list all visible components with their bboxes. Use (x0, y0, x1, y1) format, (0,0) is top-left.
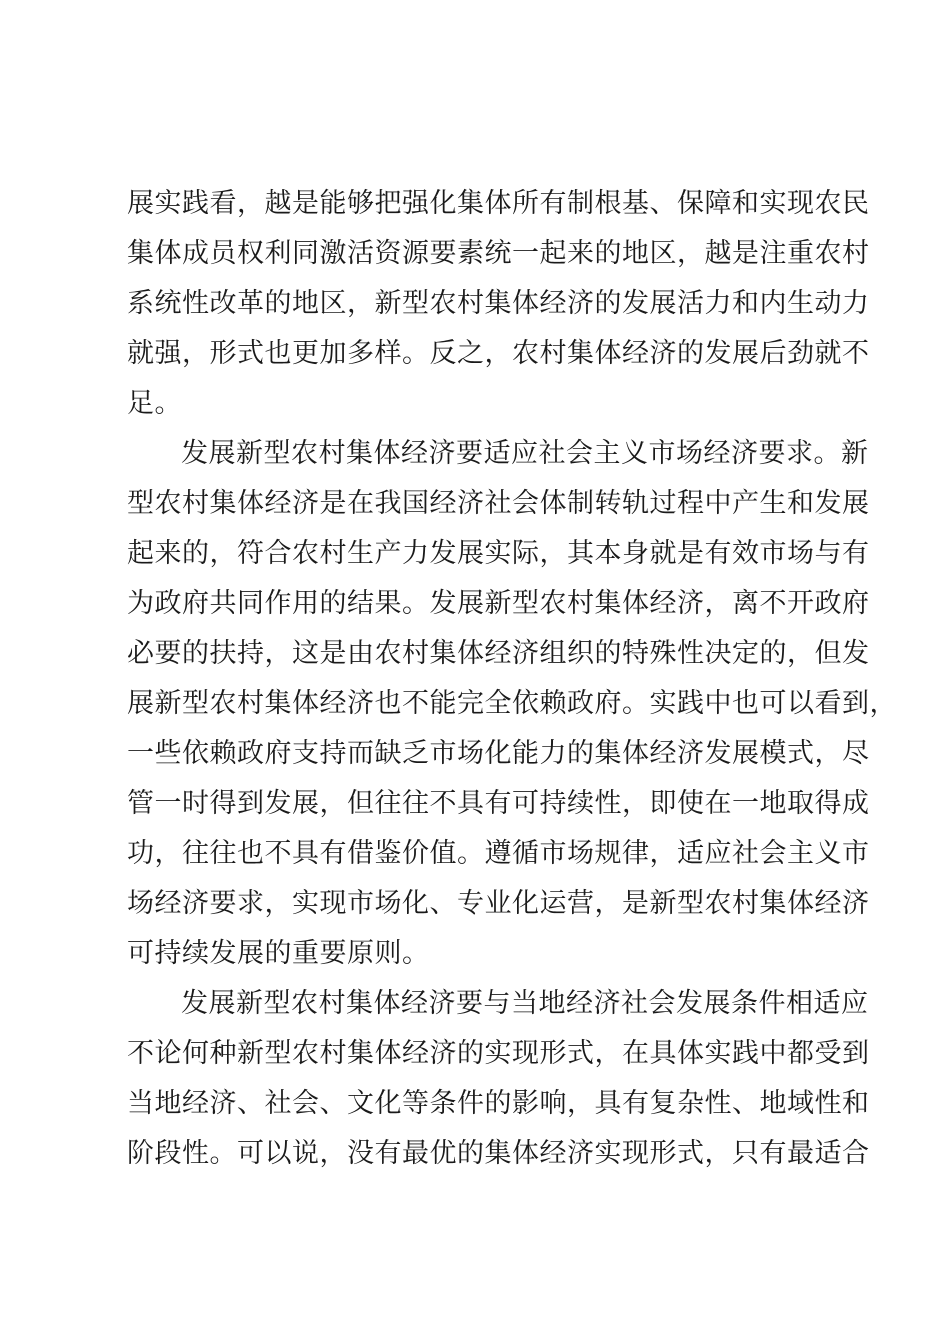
paragraph-2-line-3: 起来的，符合农村生产力发展实际，其本身就是有效市场与有 (127, 538, 870, 569)
paragraph-3-line-1: 发展新型农村集体经济要与当地经济社会发展条件相适应 (181, 988, 869, 1019)
paragraph-1-line-2: 集体成员权利同激活资源要素统一起来的地区，越是注重农村 (127, 238, 870, 269)
paragraph-2-line-10: 场经济要求，实现市场化、专业化运营，是新型农村集体经济 (127, 888, 870, 919)
paragraph-1-line-1: 展实践看，越是能够把强化集体所有制根基、保障和实现农民 (127, 188, 870, 219)
paragraph-1-line-5: 足。 (127, 388, 182, 419)
paragraph-3-line-4: 阶段性。可以说，没有最优的集体经济实现形式，只有最适合 (127, 1138, 870, 1169)
paragraph-2-line-2: 型农村集体经济是在我国经济社会体制转轨过程中产生和发展 (127, 488, 870, 519)
paragraph-2-line-9: 功，往往也不具有借鉴价值。遵循市场规律，适应社会主义市 (127, 838, 870, 869)
document-body (127, 179, 897, 1179)
paragraph-2-line-5: 必要的扶持，这是由农村集体经济组织的特殊性决定的，但发 (127, 638, 870, 669)
paragraph-1-line-3: 系统性改革的地区，新型农村集体经济的发展活力和内生动力 (127, 288, 870, 319)
paragraph-3-line-3: 当地经济、社会、文化等条件的影响，具有复杂性、地域性和 (127, 1088, 870, 1119)
paragraph-1-line-4: 就强，形式也更加多样。反之，农村集体经济的发展后劲就不 (127, 338, 870, 369)
paragraph-2-line-8: 管一时得到发展，但往往不具有可持续性，即使在一地取得成 (127, 788, 870, 819)
paragraph-2-line-4: 为政府共同作用的结果。发展新型农村集体经济，离不开政府 (127, 588, 870, 619)
paragraph-2-line-11: 可持续发展的重要原则。 (127, 938, 430, 969)
paragraph-2-line-6: 展新型农村集体经济也不能完全依赖政府。实践中也可以看到， (127, 688, 897, 719)
paragraph-3-line-2: 不论何种新型农村集体经济的实现形式，在具体实践中都受到 (127, 1038, 870, 1069)
paragraph-2-line-7: 一些依赖政府支持而缺乏市场化能力的集体经济发展模式，尽 (127, 738, 870, 769)
paragraph-2-line-1: 发展新型农村集体经济要适应社会主义市场经济要求。新 (181, 438, 869, 469)
